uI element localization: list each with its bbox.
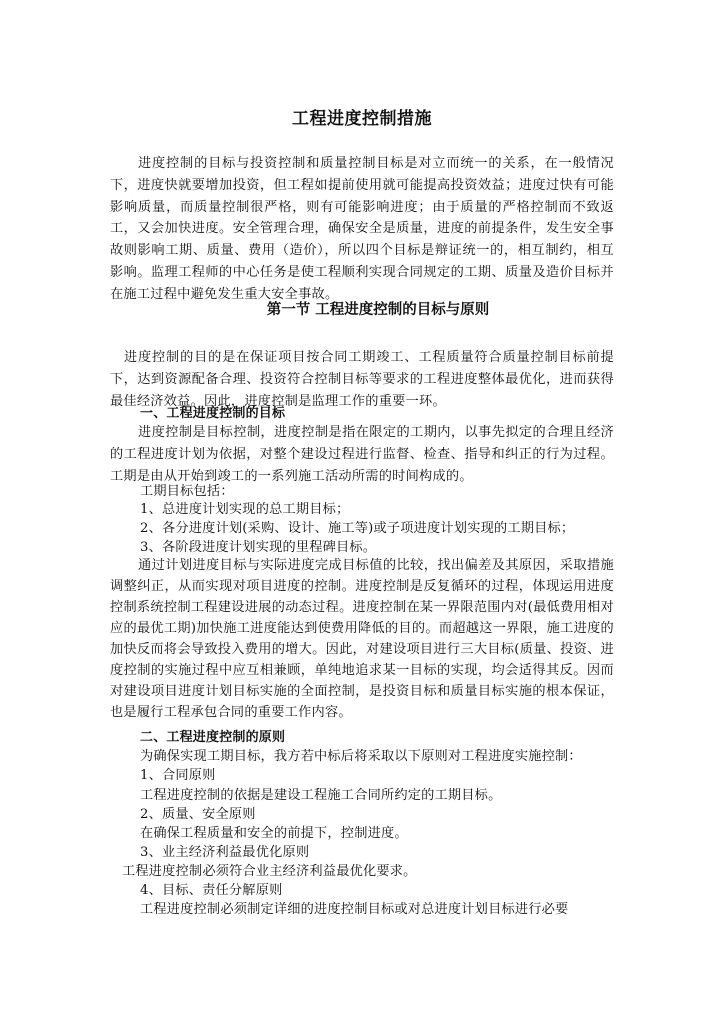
document-title: 工程进度控制措施 [292,109,432,129]
target-paragraph: 进度控制是目标控制，进度控制是指在限定的工期内，以事先拟定的合理且经济的工程进度计划为依据，对整个建设过程进行监督、检查、指导和纠正的行为过程。工期是由从开始到竣工的一系列施工活动所需的时间构成的。 [110,425,614,484]
control-paragraph: 通过计划进度目标与实际进度完成目标值的比较，找出偏差及其原因，采取措施调整纠正，从而实现对项目进度的控制。进度控制是反复循环的过程，体现运用进度控制系统控制工程建设进展的动态过程。进度控制在某一界限范围内对(最低费用相对应的最优工期)加快施工进度能达到使费用降低的目的。而超越这一界限，施工进度的加快反而将会导致投入费用的增大。因此，对建设项目进行三大目标(质量、投资、进度控制的实施过程中应互相兼顾，单纯地追求某一目标的实现，均会适得其反。因而对建设项目进度计划目标实施的全面控制，是投资目标和质量目标实施的根本保证，也是履行工程承包合同的重要工作内容。 [110,558,614,720]
principle-2-title: 2、质量、安全原则 [140,807,256,822]
target-intro: 工期目标包括： [140,484,234,499]
section-1-title: 第一节 工程进度控制的目标与原则 [266,302,490,318]
heading-target: 一、工程进度控制的目标 [140,406,286,421]
principle-3-text: 工程进度控制必须符合业主经济利益最优化要求。 [122,864,417,879]
intro-paragraph: 进度控制的目标与投资控制和质量控制目标是对立而统一的关系，在一般情况下，进度快就要增加投资，但工程如提前使用就可能提高投资效益；进度过快有可能影响质量，而质量控制很严格，则有可能影响进度；由于质量的严格控制而不致返工，又会加快进度。安全管理合理，确保安全是质量，进度的前提条件，发生安全事故则影响工期、质量、费用（造价），所以四个目标是辩证统一的，相互制约，相互影响。监理工程师的中心任务是使工程顺利实现合同规定的工期、质量及造价目标并在施工过程中避免发生重大安全事故。 [110,156,614,302]
target-item-1: 1、总进度计划实现的总工期目标； [140,502,350,517]
principle-2-text: 在确保工程质量和安全的前提下，控制进度。 [140,826,408,841]
principle-intro: 为确保实现工期目标，我方若中标后将采取以下原则对工程进度实施控制： [140,749,582,764]
principle-3-title: 3、业主经济利益最优化原则 [140,845,310,860]
heading-principles: 二、工程进度控制的原则 [140,730,286,745]
target-item-3: 3、各阶段进度计划实现的里程碑目标。 [140,540,377,555]
target-item-2: 2、各分进度计划(采购、设计、施工等)或子项进度计划实现的工期目标； [140,521,575,536]
principle-4-text: 工程进度控制必须制定详细的进度控制目标或对总进度计划目标进行必要 [140,902,569,917]
section-1-intro-paragraph: 进度控制的目的是在保证项目按合同工期竣工、工程质量符合质量控制目标前提下，达到资源配备合理、投资符合控制目标等要求的工程进度整体最优化，进而获得最佳经济效益。因此，进度控制是监理工作的重要一环。 [110,350,614,409]
principle-1-title: 1、合同原则 [140,768,216,783]
principle-4-title: 4、目标、责任分解原则 [140,883,283,898]
principle-1-text: 工程进度控制的依据是建设工程施工合同所约定的工期目标。 [140,788,502,803]
